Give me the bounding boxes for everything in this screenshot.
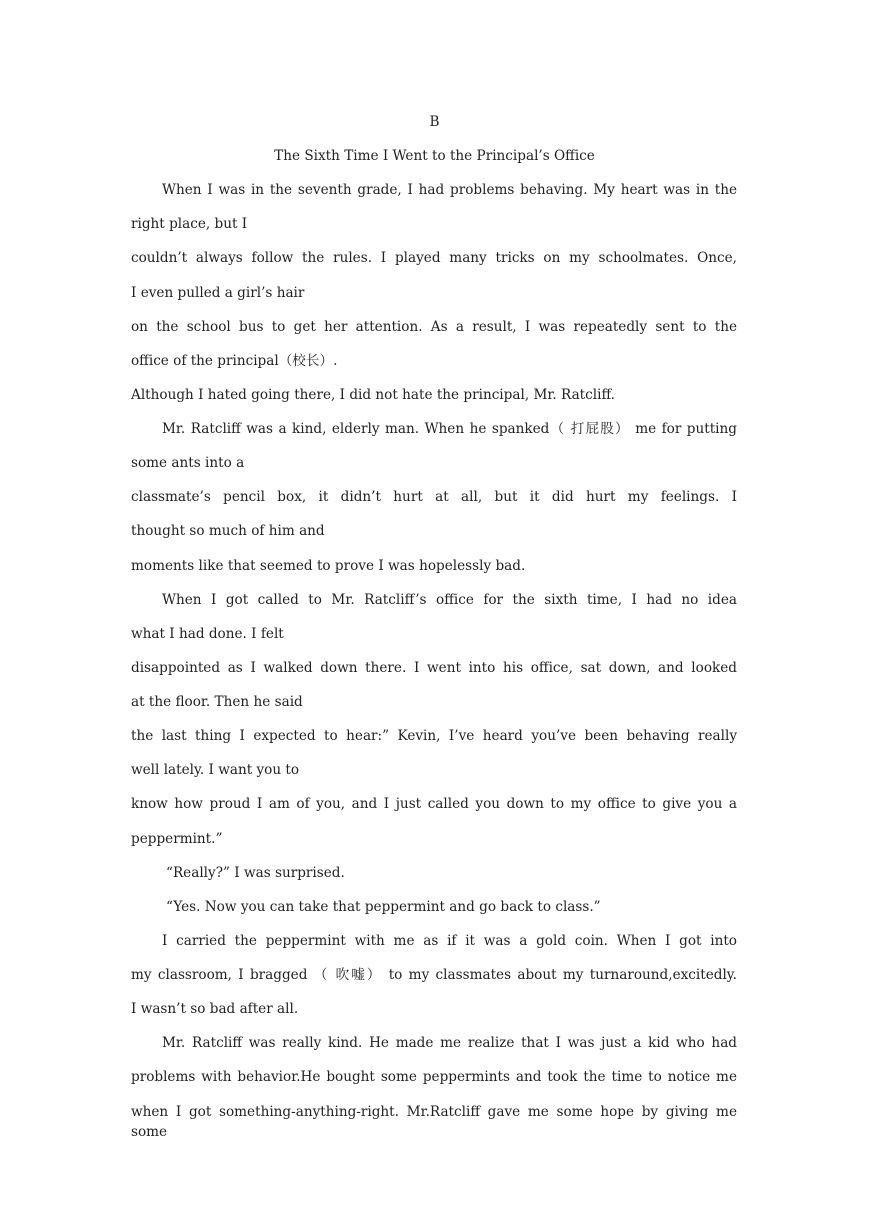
- text-line: thought so much of him and: [131, 523, 325, 539]
- text-line: on the school bus to get her attention. As a result, I was repeatedly sent to the: [131, 319, 737, 335]
- text-line: I even pulled a girl’s hair: [131, 285, 305, 301]
- text-line: couldn’t always follow the rules. I played many tricks on my schoolmates. Once,: [131, 250, 737, 266]
- section-label: B: [429, 114, 440, 130]
- text-line: right place, but I: [131, 216, 248, 232]
- text-line: well lately. I want you to: [131, 762, 300, 778]
- text-line: I carried the peppermint with me as if it was a gold coin. When I got into: [162, 933, 737, 949]
- text-line: some ants into a: [131, 455, 245, 471]
- text-line: “Really?” I was surprised.: [166, 865, 345, 881]
- text-line: Although I hated going there, I did not hate the principal, Mr. Ratcliff.: [131, 387, 615, 403]
- text-line: classmate’s pencil box, it didn’t hurt at all, but it did hurt my feelings. I: [131, 489, 737, 505]
- text-line: when I got something-anything-right. Mr.Ratcliff gave me some hope by giving me some: [131, 1104, 737, 1140]
- text-line: I wasn’t so bad after all.: [131, 1001, 299, 1017]
- text-line: the last thing I expected to hear:” Kevin, I’ve heard you’ve been behaving really: [131, 728, 737, 744]
- text-line: peppermint.”: [131, 831, 223, 847]
- text-line: disappointed as I walked down there. I went into his office, sat down, and looked: [131, 660, 737, 676]
- text-line: office of the principal（校长）.: [131, 353, 338, 369]
- text-line: know how proud I am of you, and I just called you down to my office to give you a: [131, 796, 737, 812]
- text-line: problems with behavior.He bought some peppermints and took the time to notice me: [131, 1069, 737, 1085]
- text-line: Mr. Ratcliff was a kind, elderly man. When he spanked（ 打屁股） me for putting: [162, 421, 737, 437]
- text-line: at the floor. Then he said: [131, 694, 303, 710]
- page-title: The Sixth Time I Went to the Principal’s Office: [274, 148, 595, 164]
- text-line: When I was in the seventh grade, I had problems behaving. My heart was in the: [162, 182, 737, 198]
- text-line: my classroom, I bragged （ 吹嘘） to my classmates about my turnaround,excitedly.: [131, 967, 737, 983]
- text-line: “Yes. Now you can take that peppermint and go back to class.”: [166, 899, 601, 915]
- text-line: what I had done. I felt: [131, 626, 284, 642]
- text-line: When I got called to Mr. Ratcliff’s office for the sixth time, I had no idea: [162, 592, 737, 608]
- text-line: moments like that seemed to prove I was hopelessly bad.: [131, 558, 526, 574]
- text-line: Mr. Ratcliff was really kind. He made me realize that I was just a kid who had: [162, 1035, 737, 1051]
